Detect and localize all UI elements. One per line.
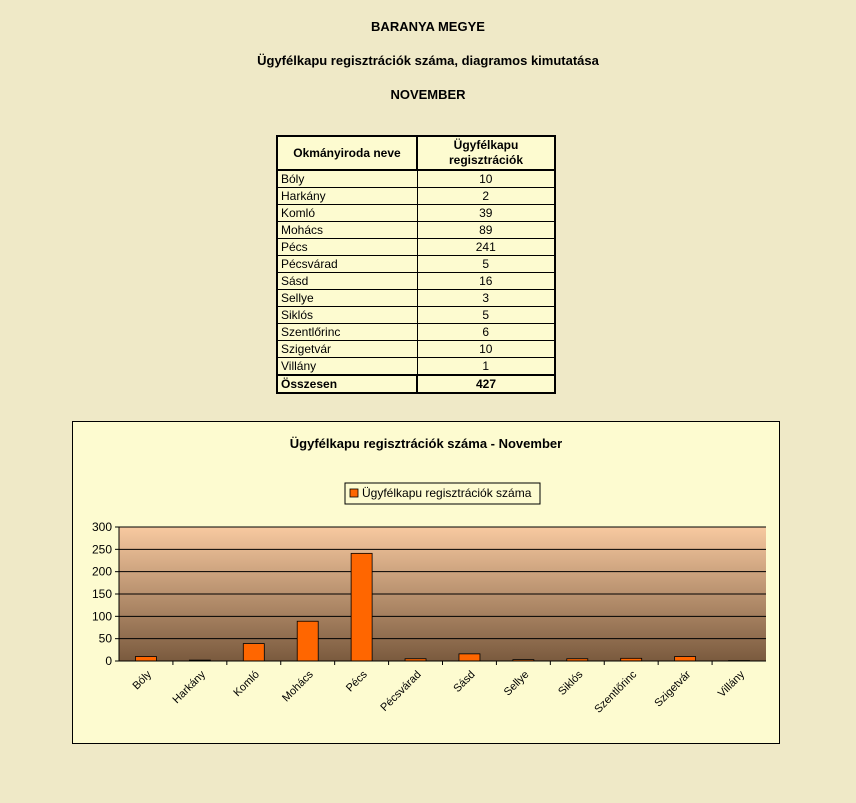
registration-count-cell: 3 [417,290,555,307]
table-row [277,222,555,239]
month-title: NOVEMBER [390,87,466,102]
header-registrations-line1: Ügyfélkapu [453,138,519,152]
office-name-cell: Harkány [277,188,417,205]
office-name-cell: Pécs [277,239,417,256]
header-registrations-line2: regisztrációk [448,153,524,167]
total-label: Összesen [277,375,417,393]
bar-3 [297,621,318,661]
x-axis [119,661,766,716]
table-row [277,239,555,256]
registration-table [276,135,556,394]
registration-count-cell: 10 [417,170,555,188]
table-row [277,290,555,307]
x-tick-label: Harkány [170,668,208,707]
x-tick-label: Pécsvárad [378,668,424,714]
x-tick-label: Villány [715,668,748,700]
office-name-cell: Villány [277,358,417,376]
x-tick-label: Komló [231,668,262,700]
table-row [277,273,555,290]
legend-label: Ügyfélkapu regisztrációk száma [362,486,532,500]
x-tick-label: Mohács [280,668,316,705]
county-title: BARANYA MEGYE [371,19,485,34]
bar-4 [351,553,372,661]
registration-count-cell: 10 [417,341,555,358]
table-body [277,170,555,375]
office-name-cell: Sásd [277,273,417,290]
header-office-name: Okmányiroda neve [277,136,417,170]
table-row [277,256,555,273]
office-name-cell: Bóly [277,170,417,188]
table-row [277,358,555,376]
y-tick-label: 250 [91,542,112,557]
bar-6 [459,654,480,661]
bar-chart [73,422,779,743]
y-tick-label: 100 [91,609,112,624]
bar-0 [135,657,156,661]
report-subtitle: Ügyfélkapu regisztrációk száma, diagramos kimutatása [257,53,599,68]
registration-count-cell: 5 [417,307,555,324]
table-row [277,205,555,222]
x-tick-label: Szigetvár [652,668,694,710]
registration-count-cell: 89 [417,222,555,239]
legend-swatch [350,489,358,497]
registration-count-cell: 5 [417,256,555,273]
registration-count-cell: 241 [417,239,555,256]
total-value: 427 [417,375,555,393]
office-name-cell: Mohács [277,222,417,239]
registration-count-cell: 2 [417,188,555,205]
bar-2 [243,644,264,661]
x-tick-label: Sásd [451,668,478,695]
registration-count-cell: 39 [417,205,555,222]
table-row [277,307,555,324]
bar-10 [675,657,696,661]
y-tick-label: 50 [98,631,112,646]
table-header-row [277,136,555,170]
y-tick-label: 300 [91,520,112,534]
header-registrations [417,136,555,170]
office-name-cell: Pécsvárad [277,256,417,273]
office-name-cell: Siklós [277,307,417,324]
table-row [277,170,555,188]
y-tick-label: 150 [91,587,112,601]
y-tick-label: 200 [91,564,112,579]
chart-area [72,421,780,744]
registration-count-cell: 6 [417,324,555,341]
table-row [277,188,555,205]
chart-title: Ügyfélkapu regisztrációk száma - November [289,436,563,451]
x-tick-label: Pécs [343,668,370,695]
registration-count-cell: 16 [417,273,555,290]
y-axis [92,520,119,668]
office-name-cell: Komló [277,205,417,222]
chart-legend [345,483,540,504]
x-tick-label: Siklós [556,668,586,698]
x-tick-label: Szentlőrinc [592,668,640,716]
registration-count-cell: 1 [417,358,555,376]
office-name-cell: Szentlőrinc [277,324,417,341]
table-row [277,341,555,358]
x-tick-label: Bóly [130,668,155,693]
office-name-cell: Sellye [277,290,417,307]
x-tick-label: Sellye [501,668,532,699]
office-name-cell: Szigetvár [277,341,417,358]
table-total-row [277,375,555,393]
table-row [277,324,555,341]
y-tick-label: 0 [105,654,112,668]
